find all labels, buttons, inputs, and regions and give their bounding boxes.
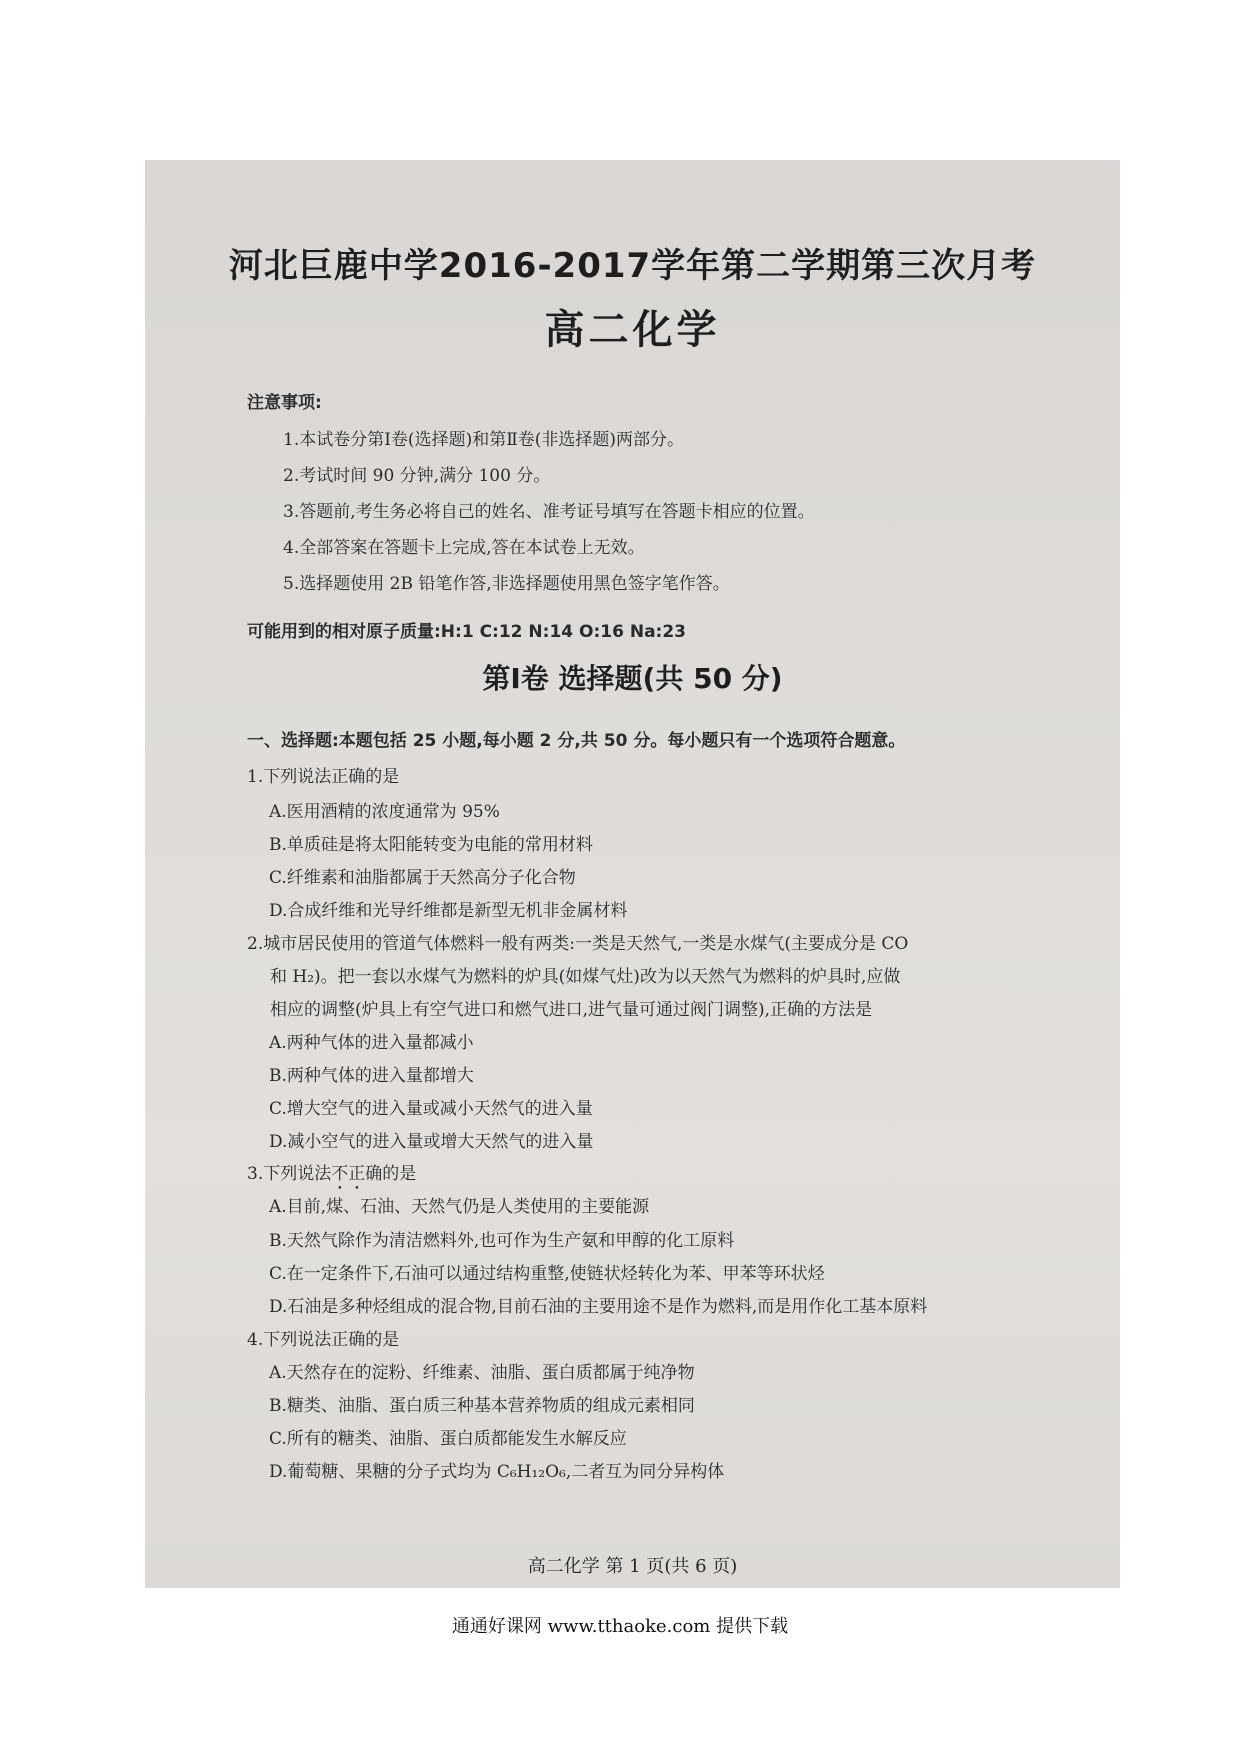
question-2-option-c: C.增大空气的进入量或减小天然气的进入量 <box>269 1099 593 1119</box>
notes-heading: 注意事项: <box>247 393 322 413</box>
question-2-option-a: A.两种气体的进入量都减小 <box>269 1033 474 1053</box>
question-3-option-d: D.石油是多种烃组成的混合物,目前石油的主要用途不是作为燃料,而是用作化工基本原料 <box>269 1297 928 1317</box>
question-1-option-a: A.医用酒精的浓度通常为 95% <box>269 802 500 822</box>
question-3-option-c: C.在一定条件下,石油可以通过结构重整,使链状烃转化为苯、甲苯等环状烃 <box>269 1264 825 1284</box>
section-title: 第Ⅰ卷 选择题(共 50 分) <box>482 662 783 695</box>
atomic-masses: 可能用到的相对原子质量:H:1 C:12 N:14 O:16 Na:23 <box>247 622 687 642</box>
question-1-option-b: B.单质硅是将太阳能转变为电能的常用材料 <box>269 835 593 855</box>
question-1-option-c: C.纤维素和油脂都属于天然高分子化合物 <box>269 868 576 888</box>
question-4-option-b: B.糖类、油脂、蛋白质三种基本营养物质的组成元素相同 <box>269 1396 695 1416</box>
question-3-stem-emphasis: 不正 <box>331 1164 366 1184</box>
notes-item: 2.考试时间 90 分钟,满分 100 分。 <box>283 466 551 486</box>
question-1-stem: 1.下列说法正确的是 <box>247 767 400 787</box>
question-2-stem-line-2: 和 H₂)。把一套以水煤气为燃料的炉具(如煤气灶)改为以天然气为燃料的炉具时,应做 <box>270 967 901 987</box>
question-1-option-d: D.合成纤维和光导纤维都是新型无机非金属材料 <box>269 901 628 921</box>
question-3-stem <box>247 1159 416 1194</box>
download-watermark: 通通好课网 www.tthaoke.com 提供下载 <box>451 1616 789 1637</box>
notes-list <box>283 422 815 602</box>
question-4-option-c: C.所有的糖类、油脂、蛋白质都能发生水解反应 <box>269 1429 627 1449</box>
notes-item: 5.选择题使用 2B 铅笔作答,非选择题使用黑色签字笔作答。 <box>283 574 730 594</box>
question-2-stem: 2.城市居民使用的管道气体燃料一般有两类:一类是天然气,一类是水煤气(主要成分是 CO <box>247 934 909 954</box>
question-3-stem-post: 确的是 <box>365 1164 417 1184</box>
question-3-stem-pre: 3.下列说法 <box>247 1164 332 1184</box>
question-4-stem: 4.下列说法正确的是 <box>247 1330 400 1350</box>
exam-title: 河北巨鹿中学2016-2017学年第二学期第三次月考 <box>228 246 1037 286</box>
exam-subject: 高二化学 <box>544 307 721 353</box>
question-3-option-b: B.天然气除作为清洁燃料外,也可作为生产氨和甲醇的化工原料 <box>269 1231 735 1251</box>
notes-item: 1.本试卷分第Ⅰ卷(选择题)和第Ⅱ卷(非选择题)两部分。 <box>283 430 685 450</box>
question-2-option-d: D.减小空气的进入量或增大天然气的进入量 <box>269 1132 594 1152</box>
question-4-option-a: A.天然存在的淀粉、纤维素、油脂、蛋白质都属于纯净物 <box>269 1363 695 1383</box>
page-footer: 高二化学 第 1 页(共 6 页) <box>527 1556 738 1577</box>
part-instructions: 一、选择题:本题包括 25 小题,每小题 2 分,共 50 分。每小题只有一个选项符合题意。 <box>247 731 906 751</box>
notes-item: 3.答题前,考生务必将自己的姓名、准考证号填写在答题卡相应的位置。 <box>283 502 815 522</box>
question-4-option-d: D.葡萄糖、果糖的分子式均为 C₆H₁₂O₆,二者互为同分异构体 <box>269 1462 725 1482</box>
notes-item: 4.全部答案在答题卡上完成,答在本试卷上无效。 <box>283 538 645 558</box>
question-2-option-b: B.两种气体的进入量都增大 <box>269 1066 474 1086</box>
exam-page-photo <box>145 160 1120 1588</box>
question-2-stem-line-3: 相应的调整(炉具上有空气进口和燃气进口,进气量可通过阀门调整),正确的方法是 <box>270 1000 873 1020</box>
question-3-option-a: A.目前,煤、石油、天然气仍是人类使用的主要能源 <box>269 1197 650 1217</box>
